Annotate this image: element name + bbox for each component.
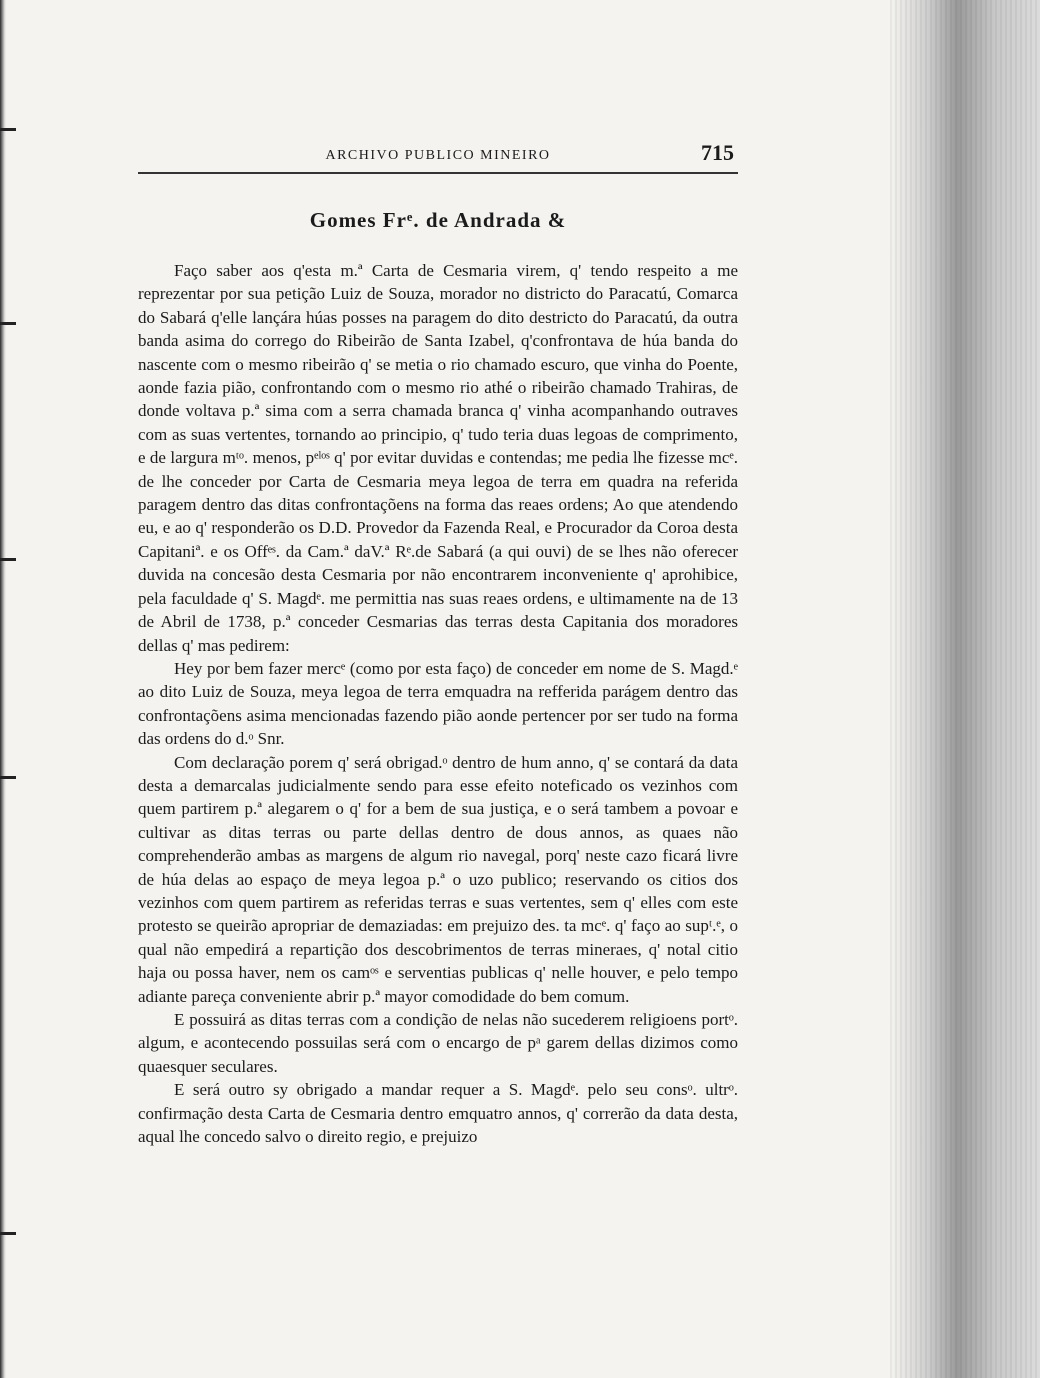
paragraph: Com declaração porem q' será obrigad.ᵒ dentro de hum anno, q' se contará da data desta a demarcalas judicialmente sendo para esse efeito noteficado os vezinhos com quem partirem p.ª alegarem o q' for a bem de sua justiça, e o será tambem a povoar e cultivar as ditas terras ou parte dellas dentro de dous annos, as quaes não comprehenderão ambas as margens de algum rio navegal, porq' neste cazo ficará livre de húa delas ao espaço de meya legoa p.ª o uzo publico; reservando os citios dos vezinhos com quem partirem as referidas terras e suas vertentes, sem q' elles com este protesto se queirão apropriar de demaziadas: em prejuizo des. ta mcᵉ. q' faço ao supᵗ.ᵉ, o qual não empedirá a repartição dos descobrimentos de terras mineraes, q' notal citio haja ou possa haver, nem os camᵒˢ e serventias publicas q' nelle houver, e pelo tempo adiante pareça conveniente abrir p.ª mayor comodidade do bem comum.	[138, 752, 738, 1006]
paragraph: E será outro sy obrigado a mandar requer a S. Magdᵉ. pelo seu consᵒ. ultrᵒ. confirmação desta Carta de Cesmaria dentro emquatro annos, q' correrão da data desta, aqual lhe concedo salvo o direito regio, e prejuizo	[138, 1080, 738, 1147]
paragraph: E possuirá as ditas terras com a condição de nelas não sucederem religioens portᵒ. algum, e acontecendo possuilas será com o encargo de pᵃ garem dellas dizimos como quaesquer seculares.	[138, 1010, 738, 1076]
margin-tick	[0, 128, 16, 131]
margin-tick	[0, 776, 16, 779]
running-head	[138, 138, 738, 170]
running-title: ARCHIVO PUBLICO MINEIRO	[325, 148, 551, 163]
page-content	[138, 138, 738, 1148]
page-edge-left	[0, 0, 6, 1378]
page-edge-right	[890, 0, 1040, 1378]
page-number: 715	[701, 140, 734, 165]
paragraph: Faço saber aos q'esta m.ª Carta de Cesmaria virem, q' tendo respeito a me reprezentar por sua petição Luiz de Souza, morador no districto do Paracatú, Comarca do Sabará q'elle lançára húas posses na paragem do dito destricto do Paracatú, da outra banda asima do corrego do Ribeirão de Santa Izabel, q'confrontava de húa banda do nascente com o mesmo ribeirão q' se metia o rio chamado escuro, que vinha do Poente, aonde fazia pião, confrontando com o mesmo rio athé o ribeirão chamado Trahiras, de donde voltava p.ª sima com a serra chamada branca q' vinha acompanhando outraves com as suas vertentes, tornando ao principio, q' tudo teria duas legoas de comprimento, e de largura mᵗᵒ. menos, pᵉˡᵒˢ q' por evitar duvidas e contendas; me pedia lhe fizesse mcᵉ. de lhe conceder por Carta de Cesmaria meya legoa de terra em quadra na referida paragem dentro das ditas confrontaçõens na forma das reaes ordens; Ao que atendendo eu, e ao q' responderão os D.D. Provedor da Fazenda Real, e Procurador da Coroa desta Capitaniª. e os Offᵉˢ. da Cam.ª daV.ª Rᵉ.de Sabará (a qui ouvi) de se lhes não oferecer duvida na concesão desta Cesmaria por não encontrarem inconveniente q' aprohibice, pela faculdade q' S. Magdᵉ. me permittia nas suas reaes ordens, e ultimamente na de 13 de Abril de 1738, p.ª conceder Cesmarias das terras desta Capitania dos moradores dellas q' mas pedirem:	[138, 261, 738, 655]
paragraph: Hey por bem fazer mercᵉ (como por esta faço) de conceder em nome de S. Magd.ᵉ ao dito Luiz de Souza, meya legoa de terra emquadra na refferida parágem dentro das confrontaçõens asima mencionadas fazendo pião aonde pertencer por ser tudo na forma das ordens do d.ᵒ Snr.	[138, 658, 738, 749]
margin-tick	[0, 322, 16, 325]
margin-tick	[0, 558, 16, 561]
margin-tick	[0, 1232, 16, 1235]
header-rule	[138, 172, 738, 174]
document-title: Gomes Frᵉ. de Andrada &	[309, 208, 567, 232]
